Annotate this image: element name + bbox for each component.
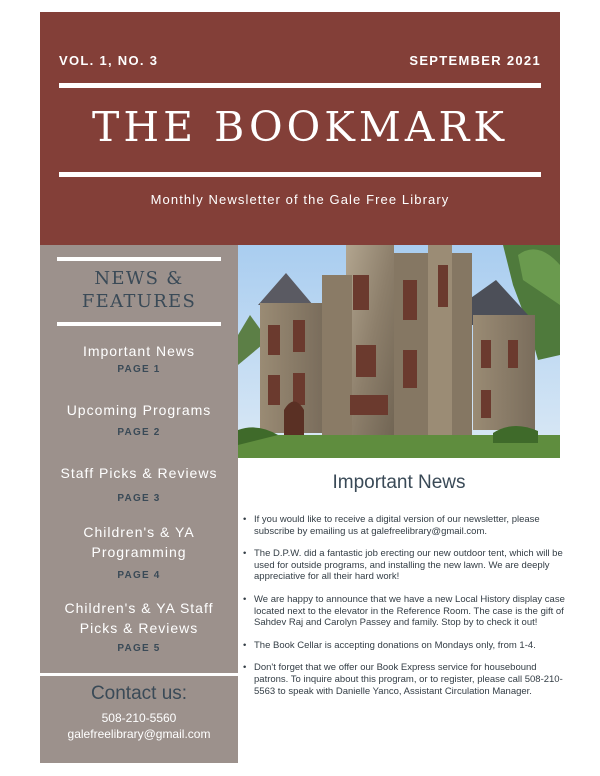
contact-phone[interactable]: 508-210-5560 [101,711,177,725]
sidebar-rule-top [57,257,221,261]
toc-page-4: PAGE 4 [117,570,161,581]
contact-email[interactable]: galefreelibrary@gmail.com [67,727,211,741]
news-item: • If you would like to receive a digital version of our newsletter, please subscribe by emailing us at galefreelibrary@gmail.com. [240,514,566,537]
header-rule-top [59,83,541,88]
contact-rule [40,673,238,676]
toc-page-3: PAGE 3 [117,493,161,504]
toc-item-upcoming-programs[interactable]: Upcoming Programs [66,402,212,418]
news-item: • Don't forget that we offer our Book Express service for housebound patrons. To inquire about this program, or to register, please call 508-210-5563 to speak with Danielle Yanco, Assistant Circulation Manager. [240,662,566,697]
news-item: • The D.P.W. did a fantastic job erecting our new outdoor tent, which will be used for outside programs, and installing the new lawn. We are deeply appreciative for all their hard work! [240,548,566,583]
toc-item-important-news[interactable]: Important News [82,343,196,359]
sidebar-heading-line1: NEWS & [94,268,184,289]
issue-date: SEPTEMBER 2021 [409,53,541,68]
header-rule-bottom [59,172,541,177]
sidebar-heading-line2: FEATURES [81,291,197,312]
toc-item-childrens-programming[interactable] [46,522,232,562]
sidebar [40,245,238,763]
important-news-list [240,514,566,708]
toc-item-childrens-staff-picks[interactable] [46,598,232,638]
sidebar-rule-bottom [57,322,221,326]
important-news-heading: Important News [332,472,466,493]
toc-item-childrens-programming-line2: Programming [91,544,187,560]
tower-side [322,275,352,450]
news-item: • The Book Cellar is accepting donations on Mondays only, from 1-4. [240,640,566,652]
toc-page-1: PAGE 1 [117,364,161,375]
library-building-photo [238,245,560,458]
masthead-title: THE BOOKMARK [92,103,508,151]
toc-page-2: PAGE 2 [117,427,161,438]
lower-window [350,395,388,415]
newsletter-header [40,12,560,245]
news-item: • We are happy to announce that we have a new Local History display case located next to the elevator in the Reference Room. The case is the gift of Sahdev Raj and Carolyn Passey and family. Stop by to check it out! [240,594,566,629]
toc-item-childrens-staff-picks-line1: Children's & YA Staff [64,600,214,616]
toc-item-staff-picks[interactable]: Staff Picks & Reviews [60,465,218,481]
sidebar-heading [40,267,238,313]
contact-heading: Contact us: [90,683,188,704]
toc-item-childrens-programming-line1: Children's & YA [83,524,195,540]
issue-line [59,53,541,68]
masthead-subtitle: Monthly Newsletter of the Gale Free Library [150,192,450,207]
toc-item-childrens-staff-picks-line2: Picks & Reviews [79,620,199,636]
toc-page-5: PAGE 5 [117,643,161,654]
library-building-illustration [238,245,560,458]
issue-number: VOL. 1, NO. 3 [59,53,159,68]
